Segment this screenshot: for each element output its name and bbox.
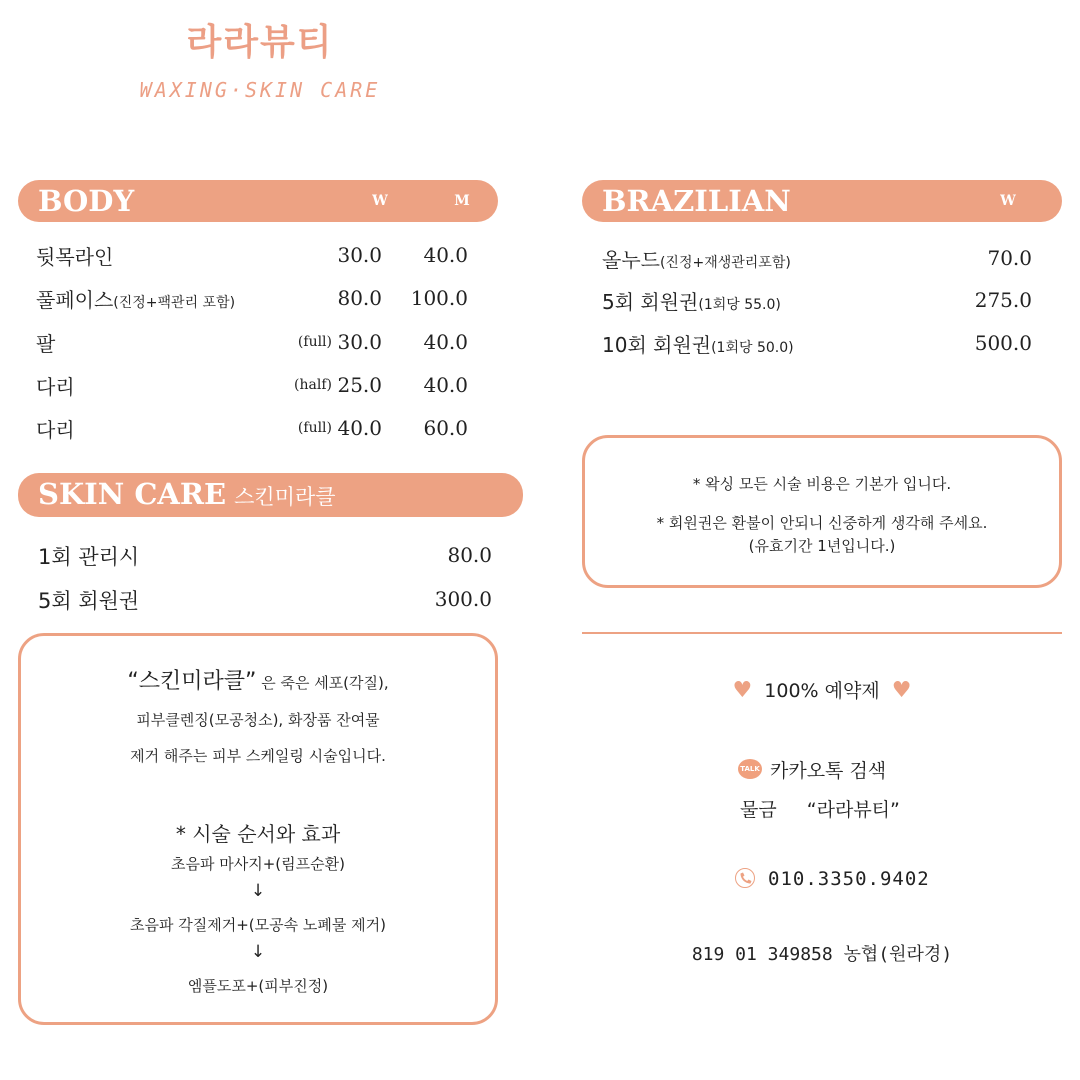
item-name: 5회 회원권 xyxy=(38,589,140,613)
process-title: * 시술 순서와 효과 xyxy=(175,822,341,846)
brand-tagline: WAXING·SKIN CARE xyxy=(139,78,381,102)
item-detail: (진정+재생관리포함) xyxy=(659,255,791,271)
body-row xyxy=(36,237,476,273)
kakaotalk-icon: TALK xyxy=(738,759,762,779)
item-detail: (1회당 50.0) xyxy=(711,340,794,356)
brazilian-header-bar xyxy=(582,180,1062,222)
price-w: 30.0 xyxy=(337,330,382,354)
kakao-search-text: 카카오톡 검색 xyxy=(770,760,887,782)
item-name: 5회 회원권 xyxy=(602,290,699,314)
body-header-bar xyxy=(18,180,498,222)
arrow-down-icon: ↓ xyxy=(250,942,266,962)
inquiry-label: 물금 xyxy=(740,799,777,821)
brazilian-row xyxy=(602,282,1042,318)
notice-line2: * 회원권은 환불이 안되니 신중하게 생각해 주세요. xyxy=(656,514,988,532)
body-title: BODY xyxy=(38,184,135,218)
arrow-down-icon: ↓ xyxy=(250,881,266,901)
item-price: 80.0 xyxy=(447,543,492,567)
price-w: 70.0 xyxy=(987,246,1032,270)
desc-line2: 피부클렌징(모공청소), 화장품 잔여물 xyxy=(136,711,380,729)
desc-line3: 제거 해주는 피부 스케일링 시술입니다. xyxy=(130,747,386,765)
bank-account: 819 01 349858 농협(원라경) xyxy=(691,944,953,965)
item-name: 10회 회원권 xyxy=(602,333,712,357)
phone-icon xyxy=(735,868,755,888)
item-note: (full) xyxy=(297,334,332,350)
skincare-row xyxy=(38,581,493,617)
price-m: 40.0 xyxy=(423,373,468,397)
item-name: 다리 xyxy=(36,375,75,399)
price-m: 40.0 xyxy=(423,330,468,354)
brazilian-col-w: W xyxy=(1000,193,1016,209)
item-name: 풀페이스 xyxy=(36,288,114,312)
price-w: 30.0 xyxy=(337,243,382,267)
item-name: 팔 xyxy=(36,332,56,356)
desc-line1: 은 죽은 세포(각질), xyxy=(256,674,389,692)
body-row xyxy=(36,324,476,360)
item-name: 1회 관리시 xyxy=(38,545,140,569)
body-col-w: W xyxy=(372,193,388,209)
price-w: 40.0 xyxy=(337,416,382,440)
process-step-2: 초음파 각질제거+(모공속 노폐물 제거) xyxy=(130,916,386,934)
reservation-line xyxy=(582,676,1062,703)
price-w: 80.0 xyxy=(337,286,382,310)
brazilian-row xyxy=(602,240,1042,276)
item-price: 300.0 xyxy=(434,587,492,611)
phone-number: 010.3350.9402 xyxy=(768,868,930,890)
body-row xyxy=(36,410,476,446)
section-divider xyxy=(582,632,1062,634)
price-w: 500.0 xyxy=(974,331,1032,355)
reservation-text: 100% 예약제 xyxy=(764,680,880,702)
skincare-header-bar xyxy=(18,473,523,517)
item-name: 뒷목라인 xyxy=(36,245,114,269)
heart-icon: ♥ xyxy=(891,678,912,703)
skincare-subtitle: 스킨미라클 xyxy=(234,485,336,509)
item-name: 올누드 xyxy=(602,248,660,272)
heart-icon: ♥ xyxy=(732,678,753,703)
brazilian-row xyxy=(602,325,1042,361)
price-m: 60.0 xyxy=(423,416,468,440)
brazilian-title: BRAZILIAN xyxy=(602,184,791,218)
skincare-description-box xyxy=(18,633,498,1025)
body-col-m: M xyxy=(454,193,470,209)
skincare-title: SKIN CARE xyxy=(38,477,227,511)
skin-miracle-quote: “스킨미라클” xyxy=(127,669,257,694)
process-step-3: 엠플도포+(피부진정) xyxy=(187,977,329,995)
price-w: 275.0 xyxy=(974,288,1032,312)
price-m: 100.0 xyxy=(410,286,468,310)
inquiry-line xyxy=(740,795,900,822)
notice-line3: (유효기간 1년입니다.) xyxy=(748,537,896,555)
inquiry-value: “라라뷰티” xyxy=(806,799,900,821)
item-name: 다리 xyxy=(36,418,75,442)
brand-title: 라라뷰티 xyxy=(186,22,334,63)
price-m: 40.0 xyxy=(423,243,468,267)
notice-box xyxy=(582,435,1062,588)
item-detail: (진정+팩관리 포함) xyxy=(113,295,236,311)
body-row xyxy=(36,280,476,316)
price-w: 25.0 xyxy=(337,373,382,397)
notice-line1: * 왁싱 모든 시술 비용은 기본가 입니다. xyxy=(692,475,952,493)
item-detail: (1회당 55.0) xyxy=(698,297,781,313)
process-step-1: 초음파 마사지+(림프순환) xyxy=(171,855,345,873)
item-note: (half) xyxy=(294,377,332,393)
body-row xyxy=(36,367,476,403)
skincare-row xyxy=(38,537,493,573)
item-note: (full) xyxy=(297,420,332,436)
